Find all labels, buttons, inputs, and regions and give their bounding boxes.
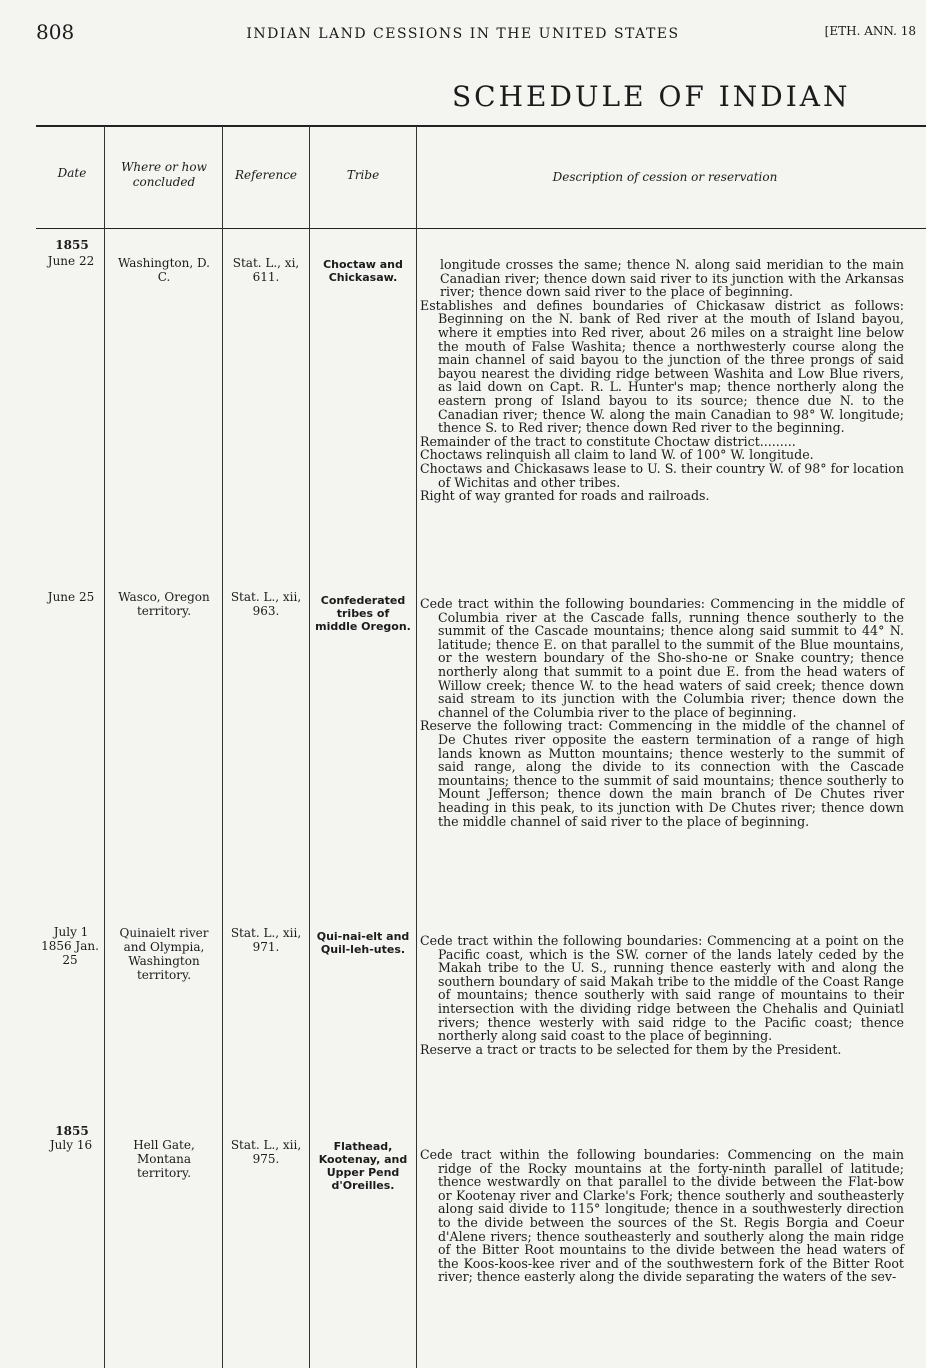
- schedule-title: SCHEDULE OF INDIAN: [452, 80, 851, 113]
- row-date: July 1: [53, 925, 89, 939]
- header-reference: Reference: [234, 168, 298, 182]
- row-tribe: Flathead, Kootenay, and Upper Pend d'Oreilles.: [318, 1140, 408, 1192]
- page-number: 808: [36, 20, 75, 44]
- row-where: Hell Gate, Montana territory.: [133, 1138, 195, 1180]
- header-date: Date: [57, 166, 87, 180]
- row-tribe: Confederated tribes of middle Oregon.: [315, 594, 411, 633]
- row-where: Washington, D. C.: [118, 256, 210, 284]
- description-paragraph: Reserve a tract or tracts to be selected for them by the President.: [420, 1041, 842, 1057]
- table-top-rule: [36, 125, 926, 127]
- header-description: Description of cession or reservation: [552, 170, 778, 184]
- row-year: 1855: [55, 238, 89, 252]
- row-description: [420, 1148, 904, 1284]
- row-description: [420, 597, 904, 828]
- description-paragraph: longitude crosses the same; thence N. along said meridian to the main Canadian river; thence down said river to its junction with the Arkansas river; thence down said river to the place of beginning.: [440, 257, 904, 300]
- description-paragraph: Cede tract within the following boundaries: Commencing on the main ridge of the Rocky mountains at the forty-ninth parallel of latitude; thence westwardly on that parallel to the divide between the Flat-bow or Kootenay river and Clarke's Fork; thence southerly and southeasterly along said divide to 115° longitude; thence in a southwesterly direction to the divide between the sources of the St. Regis Borgia and Coeur d'Alene rivers; thence southeasterly and southerly along the main ridge of the Bitter Root mountains to the divide between the head waters of the Koos-koos-kee river and of the southwestern fork of the Bitter Root river; thence easterly along the divide separating the waters of the sev-: [420, 1147, 904, 1285]
- row-tribe: Qui-nai-elt and Quil-leh-utes.: [316, 930, 410, 956]
- row-where: Quinaielt river and Olympia, Washington territory.: [119, 926, 209, 982]
- row-description: [420, 258, 904, 503]
- row-reference: Stat. L., xi, 611.: [232, 256, 300, 284]
- row-date-second: 1856 Jan. 25: [41, 939, 99, 967]
- running-head: INDIAN LAND CESSIONS IN THE UNITED STATES: [246, 26, 680, 42]
- description-paragraph: Remainder of the tract to constitute Choctaw district.........: [420, 433, 796, 449]
- row-date: June 22: [47, 254, 95, 268]
- running-head-right: [ETH. ANN. 18: [824, 24, 916, 38]
- description-paragraph: Choctaws and Chickasaws lease to U. S. their country W. of 98° for location of Wichitas and other tribes.: [420, 460, 904, 490]
- description-paragraph: Choctaws relinquish all claim to land W. of 100° W. longitude.: [420, 447, 814, 463]
- header-where: Where or how concluded: [121, 160, 207, 189]
- description-paragraph: Establishes and defines boundaries of Chickasaw district as follows: Beginning on the N. bank of Red river at the mouth of Island bayou, where it empties into Red river, about 26 miles on a straight line below the mouth of False Washita; thence a northwesterly course along the main channel of said bayou to the junction of the three prongs of said bayou nearest the dividing ridge between Washita and Low Blue rivers, as laid down on Capt. R. L. Hunter's map; thence northerly along the eastern prong of Island bayou to its source; thence due N. to the Canadian river; thence W. along the main Canadian to 98° W. longitude; thence S. to Red river; thence down Red river to the beginning.: [420, 297, 904, 436]
- column-rule-4: [416, 126, 417, 1368]
- header-bottom-rule: [36, 228, 926, 229]
- row-date: June 25: [47, 590, 95, 604]
- description-paragraph: Reserve the following tract: Commencing in the middle of the channel of De Chutes river opposite the eastern termination of a range of high lands known as Mutton mountains; thence westerly to the summit of said range, along the divide to its connection with the Cascade mountains; thence to the summit of said mountains; thence southerly to Mount Jefferson; thence down the main branch of De Chutes river heading in this peak, to its junction with De Chutes river; thence down the middle channel of said river to the place of beginning.: [420, 718, 904, 829]
- description-paragraph: Cede tract within the following boundaries: Commencing in the middle of Columbia river at the Cascade falls, running thence southerly to the summit of the Cascade mountains; thence along said summit to 44° N. latitude; thence E. on that parallel to the summit of the Blue mountains, or the western boundary of the Sho-sho-ne or Snake country; thence northerly along that summit to a point due E. from the head waters of Willow creek; thence W. to the head waters of said creek; thence down said stream to its junction with the Columbia river; thence down the channel of the Columbia river to the place of beginning.: [420, 596, 904, 720]
- description-paragraph: Cede tract within the following boundaries: Commencing at a point on the Pacific coast, which is the SW. corner of the lands lately ceded by the Makah tribe to the U. S., running thence easterly with and along the southern boundary of said Makah tribe to the middle of the Coast Range of mountains; thence southerly with said range of mountains to their intersection with the dividing ridge between the Chehalis and Quiniatl rivers; thence westerly with said ridge to the Pacific coast; thence northerly along said coast to the place of beginning.: [420, 933, 904, 1044]
- row-description: [420, 934, 904, 1056]
- row-tribe: Choctaw and Chickasaw.: [323, 258, 403, 284]
- row-date: July 16: [49, 1138, 93, 1152]
- row-where: Wasco, Oregon territory.: [118, 590, 210, 618]
- header-tribe: Tribe: [346, 168, 380, 182]
- row-year: 1855: [55, 1124, 89, 1138]
- column-rule-2: [222, 126, 223, 1368]
- row-reference: Stat. L., xii, 975.: [230, 1138, 302, 1166]
- column-rule-3: [309, 126, 310, 1368]
- column-rule-1: [104, 126, 105, 1368]
- row-reference: Stat. L., xii, 963.: [230, 590, 302, 618]
- row-reference: Stat. L., xii, 971.: [230, 926, 302, 954]
- description-paragraph: Right of way granted for roads and railroads.: [420, 488, 710, 504]
